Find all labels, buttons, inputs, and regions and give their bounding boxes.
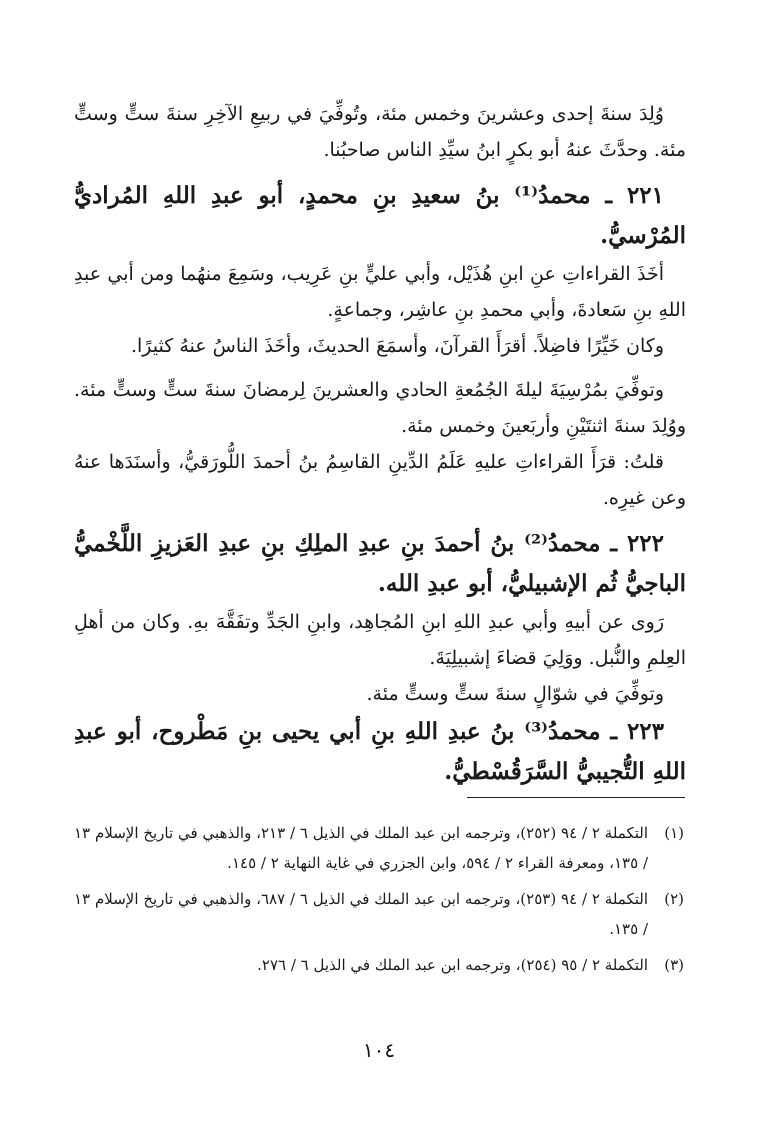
paragraph: رَوى عن أبيهِ وأبي عبدِ اللهِ ابنِ المُجاهِد، وابنِ الجَدِّ وتفَقَّهَ بهِ. وكان من أهلِ العِلمِ والنُّبل. ووَلِيَ قضاءَ إشبيلِيَةَ. — [74, 611, 686, 669]
entry-heading-221: ٢٢١ ـ محمدُ⁽¹⁾ بنُ سعيدِ بنِ محمدٍ، أبو عبدِ اللهِ المُراديُّ المُرْسيُّ. — [74, 182, 686, 249]
paragraph: وُلِدَ سنةَ إحدى وعشرينَ وخمس مئة، وتُوفِّيَ في ربيعِ الآخِرِ سنةَ ستٍّ وستٍّ مئة. وحدَّثَ عنهُ أبو بكرٍ ابنُ سيِّدِ الناس صاحبُنا. — [74, 103, 686, 161]
footnote-number: (٣) — [664, 956, 684, 974]
paragraph: قلتُ: قرَأَ القراءاتِ عليهِ عَلَمُ الدِّينِ القاسِمُ بنُ أحمدَ اللُّورَقيُّ، وأسنَدَها عنهُ وعن غيرِه. — [74, 451, 686, 509]
page-number: ١٠٤ — [362, 1038, 396, 1062]
footnote — [74, 950, 684, 980]
paragraph: وتوفِّيَ في شوّالٍ سنةَ ستٍّ وستٍّ مئة. — [366, 683, 664, 705]
footnote-text: التكملة ٢ / ٩٥ (٢٥٤)، وترجمه ابن عبد الملك في الذيل ٦ / ٢٧٦. — [257, 956, 648, 974]
main-text — [74, 96, 686, 792]
paragraph: أخَذَ القراءاتِ عنِ ابنِ هُذَيْل، وأبي عليٍّ بنِ عَرِيب، وسَمِعَ منهُما ومن أبي عبدِ اللهِ بنِ سَعادةَ، وأبي محمدِ بنِ عاشِر، وجماعةٍ. — [74, 263, 686, 321]
paragraph: وكان خَيِّرًا فاضِلاً. أقرَأَ القرآنَ، وأسمَعَ الحديثَ، وأخَذَ الناسُ عنهُ كثيرًا. — [130, 335, 664, 357]
footnotes — [74, 818, 684, 986]
footnote-text: التكملة ٢ / ٩٤ (٢٥٢)، وترجمه ابن عبد الملك في الذيل ٦ / ٢١٣، والذهبي في تاريخ الإسلام ١٣ / ١٣٥، ومعرفة القراء ٢ / ٥٩٤، وابن الجزري في غاية النهاية ٢ / ١٤٥. — [74, 824, 649, 872]
paragraph: وتوفِّيَ بمُرْسِيَةَ ليلةَ الجُمُعةِ الحادي والعشرينَ لِرمضانَ سنةَ ستٍّ وستٍّ مئة. ووُلِدَ سنةَ اثنتَيْنِ وأربَعينَ وخمس مئة. — [74, 379, 686, 437]
footnote — [74, 818, 684, 878]
footnote-text: التكملة ٢ / ٩٤ (٢٥٣)، وترجمه ابن عبد الملك في الذيل ٦ / ٦٨٧، والذهبي في تاريخ الإسلام ١٣ / ١٣٥. — [74, 890, 649, 938]
footnote-number: (١) — [664, 824, 684, 842]
footnote-number: (٢) — [664, 890, 684, 908]
entry-heading-223: ٢٢٣ ـ محمدُ⁽³⁾ بنُ عبدِ اللهِ بنِ أبي يحيى بنِ مَطْروح، أبو عبدِ اللهِ التُّجيبيُّ السَّرَقُسْطيُّ. — [74, 718, 686, 785]
footnote — [74, 884, 684, 944]
entry-heading-222: ٢٢٢ ـ محمدُ⁽²⁾ بنُ أحمدَ بنِ عبدِ الملِكِ بنِ عبدِ العَزيزِ اللَّخْميُّ الباجيُّ ثُم الإشبيليُّ، أبو عبدِ الله. — [74, 530, 686, 597]
footnote-separator — [467, 797, 685, 798]
